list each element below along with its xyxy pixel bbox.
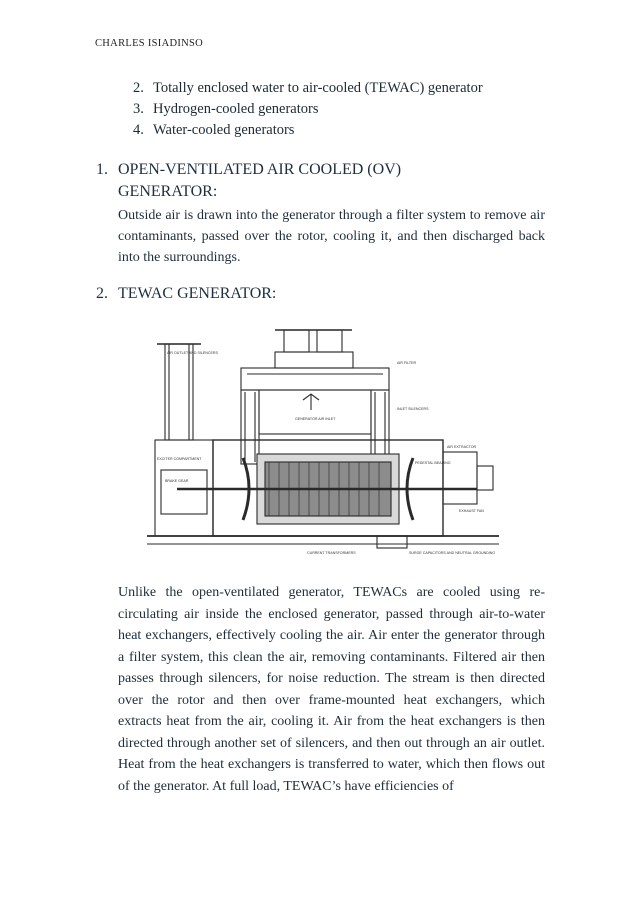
list-item-text: Water-cooled generators: [153, 122, 295, 138]
label-exciter-compartment: EXCITER COMPARTMENT: [157, 457, 202, 461]
list-item-text: Hydrogen-cooled generators: [153, 101, 319, 117]
ov-description: Outside air is drawn into the generator through a filter system to remove air contaminants, passed over the rotor, cooling it, and then discharged back into the surroundings.: [118, 208, 545, 265]
label-generator-air-inlet: GENERATOR AIR INLET: [295, 417, 336, 421]
label-surge-capacitors: SURGE CAPACITORS AND NEUTRAL GROUNDING: [409, 551, 496, 555]
section-number: 2.: [96, 285, 108, 302]
label-air-filter: AIR FILTER: [397, 361, 417, 365]
list-item: [133, 78, 483, 99]
section-title-line1: OPEN-VENTILATED AIR COOLED (OV): [118, 161, 402, 178]
tewac-description: Unlike the open-ventilated generator, TEWACs are cooled using re-circulating air inside the enclosed generator, passed through air-to-water heat exchangers, effectively cooling the air. Air enter the generator through a filter system, this clean the air, removing contaminants. Filtered air then passes through silencers, for noise reduction. The stream is then directed over the rotor and then over frame-mounted heat exchangers, which extracts heat from the air, cooling it. Air from the heat exchangers is then directed through another set of silencers, and then out through an air outlet. Heat from the heat exchangers is transferred to water, which then flows out of the generator. At full load, TEWAC’s have efficiencies of: [118, 585, 545, 794]
tewac-generator-diagram: [147, 312, 499, 558]
label-pedestal-bearing: PEDESTAL BEARING: [415, 461, 451, 465]
list-item-number: 3.: [133, 101, 144, 117]
list-item-text: Totally enclosed water to air-cooled (TEWAC) generator: [153, 80, 483, 96]
section-title: TEWAC GENERATOR:: [118, 285, 277, 302]
section-title-line2: GENERATOR:: [118, 183, 218, 200]
section-number: 1.: [96, 161, 108, 178]
list-item-number: 2.: [133, 80, 144, 96]
list-item-number: 4.: [133, 122, 144, 138]
label-exhaust-fan: EXHAUST FAN: [459, 509, 484, 513]
label-air-outlet: AIR OUTLET AND SILENCERS: [167, 351, 218, 355]
label-brake-gear: BRAKE GEAR: [165, 479, 189, 483]
section-heading-ov: [96, 159, 516, 203]
page-header-author: CHARLES ISIADINSO: [95, 38, 204, 49]
tewac-diagram-svg: [147, 312, 499, 558]
label-air-extractor: AIR EXTRACTOR: [447, 445, 477, 449]
label-current-transformers: CURRENT TRANSFORMERS: [307, 551, 356, 555]
section-heading-tewac: [96, 283, 276, 305]
list-item: [133, 99, 483, 120]
label-inlet-silencers: INLET SILENCERS: [397, 407, 429, 411]
list-item: [133, 120, 483, 141]
generator-types-list: [133, 78, 483, 141]
